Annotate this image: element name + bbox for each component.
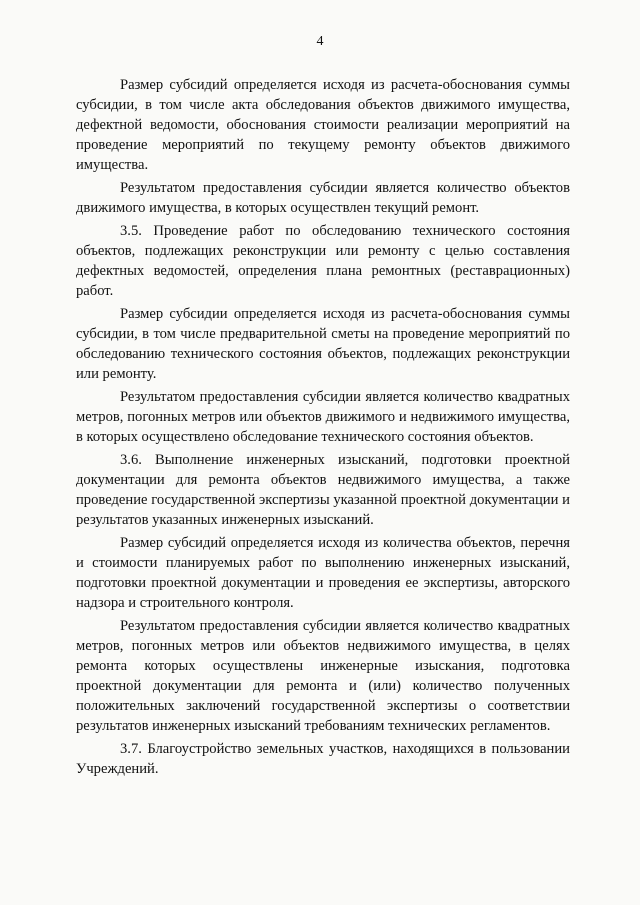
- paragraph-section-3-6: 3.6. Выполнение инженерных изысканий, подготовки проектной документации для ремонта объектов недвижимого имущества, а также проведение государственной экспертизы указанной проектной документации и результатов указанных инженерных изысканий.: [76, 452, 570, 528]
- paragraph-section-3-5: 3.5. Проведение работ по обследованию технического состояния объектов, подлежащих реконструкции или ремонту с целью составления дефектных ведомостей, определения плана ремонтных (реставрационных) работ.: [76, 223, 570, 299]
- paragraph-subsidy-size-inspection: Размер субсидии определяется исходя из расчета-обоснования суммы субсидии, в том числе предварительной сметы на проведение мероприятий по обследованию технического состояния объектов, подлежащих реконструкции или ремонту.: [76, 306, 570, 382]
- paragraph-result-engineering: Результатом предоставления субсидии является количество квадратных метров, погонных метров или объектов недвижимого имущества, в целях ремонта которых осуществлены инженерные изыскания, подготовка проектной документации для ремонта и (или) количество полученных положительных заключений государственной экспертизы о соответствии результатов инженерных изысканий требованиям технических регламентов.: [76, 618, 570, 734]
- paragraph-subsidy-size-movable: Размер субсидий определяется исходя из расчета-обоснования суммы субсидии, в том числе акта обследования объектов движимого имущества, дефектной ведомости, обоснования стоимости реализации мероприятий на проведение мероприятий по текущему ремонту объектов движимого имущества.: [76, 77, 570, 173]
- page-number: 4: [316, 34, 324, 49]
- document-body: [76, 75, 570, 779]
- paragraph-result-movable-repair: Результатом предоставления субсидии является количество объектов движимого имущества, в которых осуществлен текущий ремонт.: [76, 180, 570, 216]
- paragraph-subsidy-size-engineering: Размер субсидий определяется исходя из количества объектов, перечня и стоимости планируемых работ по выполнению инженерных изысканий, подготовки проектной документации и проведения ее экспертизы, авторского надзора и строительного контроля.: [76, 535, 570, 611]
- paragraph-section-3-7: 3.7. Благоустройство земельных участков, находящихся в пользовании Учреждений.: [76, 741, 570, 777]
- paragraph-result-inspection: Результатом предоставления субсидии является количество квадратных метров, погонных метров или объектов движимого и недвижимого имущества, в которых осуществлено обследование технического состояния объектов.: [76, 389, 570, 445]
